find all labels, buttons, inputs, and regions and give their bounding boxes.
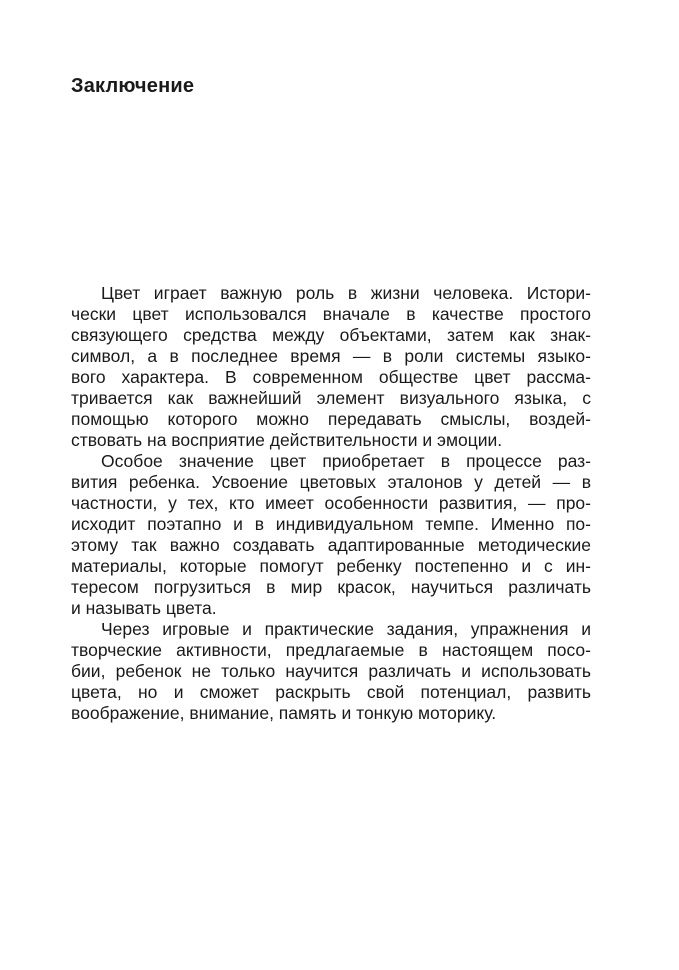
text-line: Через игровые и практические задания, упражнения и bbox=[101, 619, 591, 639]
paragraph-3 bbox=[71, 619, 591, 724]
paragraph-2 bbox=[71, 451, 591, 619]
text-line: Особое значение цвет приобретает в процессе раз- bbox=[101, 451, 591, 471]
text-line: вого характера. В современном обществе цвет рассма- bbox=[71, 367, 591, 387]
text-line: связующего средства между объектами, затем как знак- bbox=[71, 325, 591, 345]
text-line: материалы, которые помогут ребенку постепенно и с ин- bbox=[71, 556, 591, 576]
text-line: и называть цвета. bbox=[71, 598, 217, 618]
text-line: вития ребенка. Усвоение цветовых эталонов у детей — в bbox=[71, 472, 591, 492]
text-line: Цвет играет важную роль в жизни человека. Истори- bbox=[101, 283, 591, 303]
body-text bbox=[71, 283, 591, 724]
text-line: тривается как важнейший элемент визуального языка, с bbox=[71, 388, 591, 408]
text-line: бии, ребенок не только научится различать и использовать bbox=[71, 661, 591, 681]
text-line: помощью которого можно передавать смыслы, воздей- bbox=[71, 409, 591, 429]
text-line: цвета, но и сможет раскрыть свой потенциал, развить bbox=[71, 682, 591, 702]
text-line: этому так важно создавать адаптированные методические bbox=[71, 535, 591, 555]
text-line: чески цвет использовался вначале в качестве простого bbox=[71, 304, 591, 324]
text-line: ствовать на восприятие действительности и эмоции. bbox=[71, 430, 503, 450]
text-line: тересом погрузиться в мир красок, научиться различать bbox=[71, 577, 591, 597]
text-line: символ, а в последнее время — в роли системы языко- bbox=[71, 346, 591, 366]
text-line: воображение, внимание, память и тонкую моторику. bbox=[71, 703, 497, 723]
paragraph-1 bbox=[71, 283, 591, 451]
text-line: частности, у тех, кто имеет особенности развития, — про- bbox=[71, 493, 591, 513]
page-title: Заключение bbox=[71, 75, 195, 97]
text-line: исходит поэтапно и в индивидуальном темпе. Именно по- bbox=[71, 514, 591, 534]
text-line: творческие активности, предлагаемые в настоящем посо- bbox=[71, 640, 591, 660]
